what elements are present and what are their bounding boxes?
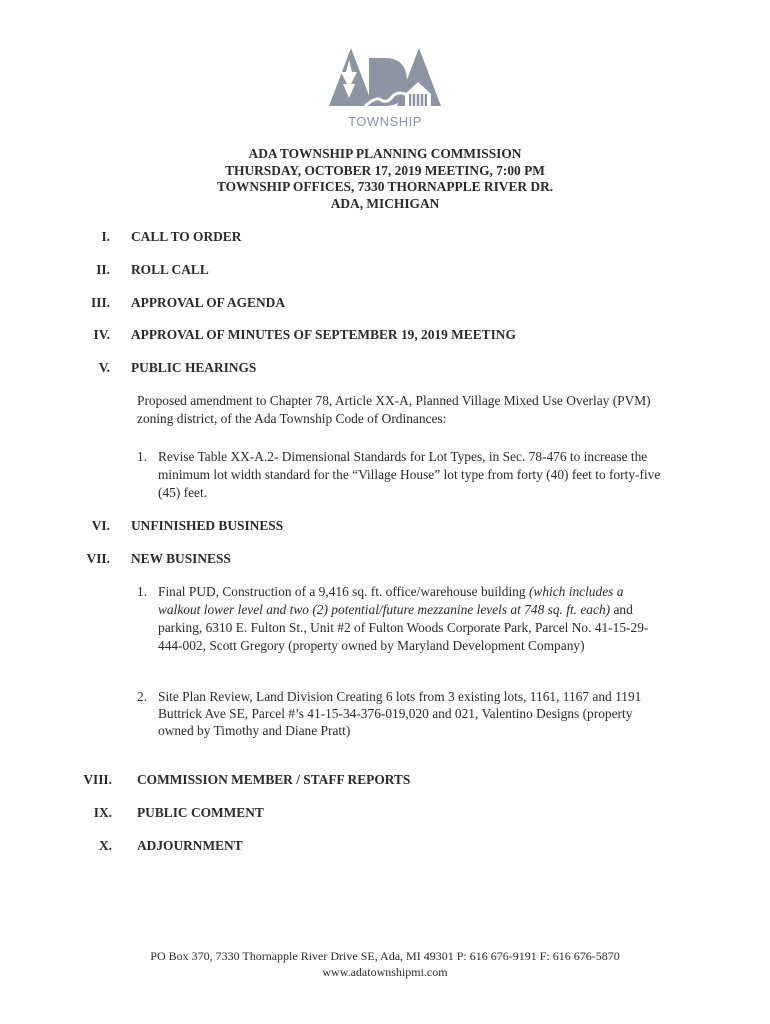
text-span: and (610, 602, 633, 617)
paragraph-line: minimum lot width standard for the “Village House” lot type from forty (40) feet to forty-five (158, 467, 661, 482)
agenda-item-roll-call: ROLL CALL (131, 262, 209, 277)
agenda-number: VI. (91, 518, 110, 533)
public-hearing-intro (137, 392, 651, 428)
agenda-number: IX. (93, 805, 112, 820)
agenda-item-new-business: NEW BUSINESS (131, 551, 231, 566)
header-city: ADA, MICHIGAN (330, 195, 440, 211)
agenda-item-unfinished-business: UNFINISHED BUSINESS (131, 518, 284, 533)
header-title: ADA TOWNSHIP PLANNING COMMISSION (248, 146, 522, 161)
paragraph-line: parking, 6310 E. Fulton St., Unit #2 of Fulton Woods Corporate Park, Parcel No. 41-15-29- (158, 620, 649, 635)
paragraph-line: 444-002, Scott Gregory (property owned by Maryland Development Company) (158, 638, 585, 653)
document-footer (0, 949, 770, 980)
agenda-number: I. (101, 229, 110, 244)
agenda-number: VII. (86, 551, 110, 566)
list-item-text (158, 448, 660, 502)
footer-address: PO Box 370, 7330 Thornapple River Drive SE, Ada, MI 49301 P: 616 676-9191 F: 616 676-5870 (150, 949, 620, 963)
italic-text: (which includes a (528, 584, 624, 599)
agenda-item-staff-reports: COMMISSION MEMBER / STAFF REPORTS (137, 772, 411, 787)
ada-township-logo (325, 44, 445, 132)
agenda-number: III. (91, 295, 110, 310)
paragraph-line: Buttrick Ave SE, Parcel #’s 41-15-34-376-019,020 and 021, Valentino Designs (property (158, 706, 633, 721)
paragraph-line (158, 583, 648, 601)
paragraph-line: Revise Table XX-A.2- Dimensional Standards for Lot Types, in Sec. 78-476 to increase the (158, 449, 648, 464)
list-number: 1. (137, 449, 148, 464)
agenda-number: V. (98, 360, 110, 375)
list-number: 2. (137, 689, 148, 704)
list-item-text (158, 688, 641, 739)
public-hearing-item-1 (137, 448, 697, 508)
agenda-item-approval-of-minutes: APPROVAL OF MINUTES OF SEPTEMBER 19, 2019 MEETING (131, 327, 516, 342)
footer-website: www.adatownshipmi.com (322, 964, 448, 979)
agenda-number: VIII. (83, 772, 112, 787)
paragraph-line (158, 601, 648, 619)
new-business-item-1 (137, 583, 697, 663)
list-number: 1. (137, 584, 148, 599)
paragraph-line: Proposed amendment to Chapter 78, Article XX-A, Planned Village Mixed Use Overlay (PVM) (137, 393, 651, 408)
paragraph-line: zoning district, of the Ada Township Code of Ordinances: (137, 411, 447, 426)
text-span: Final PUD, Construction of a 9,416 sq. ft. office/warehouse building (158, 584, 529, 599)
agenda-item-approval-of-agenda: APPROVAL OF AGENDA (131, 295, 286, 310)
agenda-item-call-to-order: CALL TO ORDER (131, 229, 242, 244)
italic-text: walkout lower level and two (2) potential/future mezzanine levels at 748 sq. ft. each) (158, 602, 611, 617)
new-business-item-2 (137, 688, 697, 748)
agenda-number: X. (98, 838, 112, 853)
agenda-item-adjournment: ADJOURNMENT (137, 838, 243, 853)
agenda-number: IV. (93, 327, 110, 342)
document-header (0, 146, 770, 212)
logo-text: TOWNSHIP (348, 114, 422, 129)
paragraph-line: Site Plan Review, Land Division Creating 6 lots from 3 existing lots, 1161, 1167 and 1191 (158, 689, 642, 704)
paragraph-line: owned by Timothy and Diane Pratt) (158, 723, 351, 738)
agenda-number: II. (96, 262, 110, 277)
header-date: THURSDAY, OCTOBER 17, 2019 MEETING, 7:00 PM (225, 162, 545, 178)
list-item-text (158, 583, 648, 655)
agenda-item-public-hearings: PUBLIC HEARINGS (131, 360, 257, 375)
paragraph-line: (45) feet. (158, 485, 208, 500)
logo-mark-icon (325, 44, 445, 114)
header-location: TOWNSHIP OFFICES, 7330 THORNAPPLE RIVER DR. (216, 179, 554, 194)
agenda-item-public-comment: PUBLIC COMMENT (137, 805, 264, 820)
